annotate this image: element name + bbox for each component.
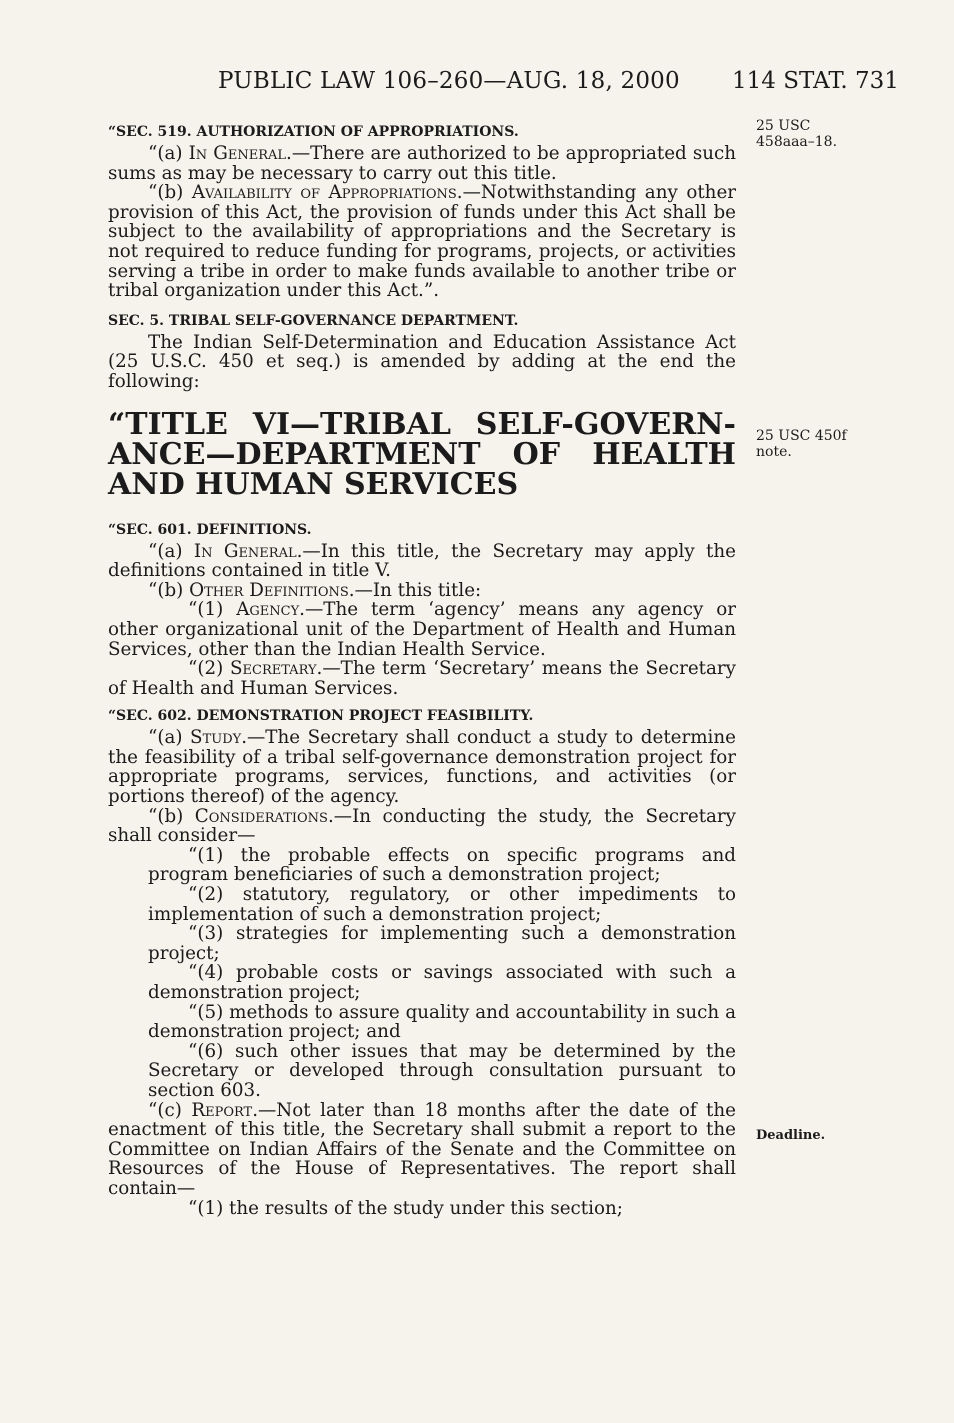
running-header-title: PUBLIC LAW 106–260—AUG. 18, 2000 [218,68,680,94]
para-caption: Availability of Appropriations. [191,182,463,204]
para-text: —In this title: [354,579,482,601]
para-caption: In General. [188,143,292,164]
para-caption: Report. [191,1099,259,1121]
list-item: “(4) probable costs or savings associated with such a demonstration project; [148,962,736,1003]
para-text: —Not later than 18 months after the date of the enactment of this title, the Secretary shall submit a report to the Committee on Indian Affairs of the Senate and the Committee on Resources of the House of Representatives. The report shall contain— [108,1099,736,1199]
para-label: “(a) [148,540,194,562]
margin-note-usc-1 [756,118,837,150]
para-caption: Agency. [236,599,305,621]
list-item: “(1) the results of the study under this section; [188,1197,623,1219]
title-word: OF [512,436,561,472]
paragraph [108,728,736,806]
para-caption: Study. [190,727,248,749]
para-text: —The term ‘Secretary’ means the Secretary of Health and Human Services. [108,658,736,699]
paragraph [108,600,736,659]
para-label: “(2) [188,658,230,680]
title-word: ANCE—DEPARTMENT [108,436,481,472]
para-text: —The Secretary shall conduct a study to determine the feasibility of a tribal self-governance demonstration project for appropriate programs, services, functions, and activities (or portions thereof) of the agency. [108,727,737,808]
para-text: —In conducting the study, the Secretary shall consider— [108,805,737,847]
list-item: “(6) such other issues that may be determined by the Secretary or developed through consultation pursuant to section 603. [148,1040,736,1101]
title-word: HEALTH [592,436,736,472]
paragraph [108,807,736,846]
paragraph [108,183,736,301]
para-label: “(b) [148,182,192,204]
para-text: —The term ‘agency’ means any agency or other organizational unit of the Department of Health and Human Services, other than the Indian Health Service. [108,599,736,660]
para-text: —Notwithstanding any other provision of this Act, the provision of funds under this Act shall be subject to the availability of appropriations and the Secretary is not required to reduce funding for programs, projects, or activities serving a tribe in order to make funds available to another tribe or tribal organization under this Act.”. [108,182,737,302]
section-heading: SEC. 5. TRIBAL SELF-GOVERNANCE DEPARTMENT. [108,312,519,329]
margin-note-usc-2 [756,428,847,460]
para-caption: Secretary. [229,658,323,680]
paragraph [108,581,736,601]
list-item: “(3) strategies for implementing such a demonstration project; [148,923,736,964]
running-header-stat: 114 STAT. 731 [732,68,899,94]
para-caption: In General. [193,540,303,562]
paragraph [108,1101,736,1199]
paragraph: The Indian Self-Determination and Education Assistance Act (25 U.S.C. 450 et seq.) is amended by adding at the end the following: [108,331,736,392]
para-label: “(b) [148,579,190,601]
section-heading: “SEC. 602. DEMONSTRATION PROJECT FEASIBILITY. [108,708,534,725]
body-column [108,118,736,1218]
list-item: “(5) methods to assure quality and accountability in such a demonstration project; and [148,1001,736,1043]
margin-note-line: 25 USC 450f [756,428,847,444]
para-label: “(a) [148,143,189,164]
paragraph [108,659,736,698]
para-label: “(c) [148,1099,192,1121]
margin-note-deadline: Deadline. [756,1128,826,1143]
margin-note-line: 458aaa–18. [756,134,838,150]
section-heading: “SEC. 601. DEFINITIONS. [108,521,312,538]
para-label: “(a) [148,727,191,749]
para-caption: Considerations. [194,805,334,827]
para-text: —There are authorized to be appropriated such sums as may be necessary to carry out this title. [108,143,736,184]
title-line: AND HUMAN SERVICES [108,466,519,502]
paragraph [108,144,736,183]
list-item: “(1) the probable effects on specific programs and program beneficiaries of such a demonstration project; [148,844,736,886]
margin-note-line: 25 USC [756,118,811,134]
para-label: “(1) [188,599,237,621]
section-heading: “SEC. 519. AUTHORIZATION OF APPROPRIATIONS. [108,124,519,140]
para-label: “(b) [148,805,195,827]
paragraph [108,542,736,581]
list-item: “(2) statutory, regulatory, or other impediments to implementation of such a demonstration project; [148,884,736,925]
title-word: VI—TRIBAL [252,406,452,442]
para-text: —In this title, the Secretary may apply the definitions contained in title V. [108,540,736,582]
margin-note-line: note. [756,444,792,460]
title-word: SELF-GOVERN- [475,406,736,442]
title-word: “TITLE [108,406,228,442]
title-heading [108,406,736,502]
para-caption: Other Definitions. [189,579,355,601]
